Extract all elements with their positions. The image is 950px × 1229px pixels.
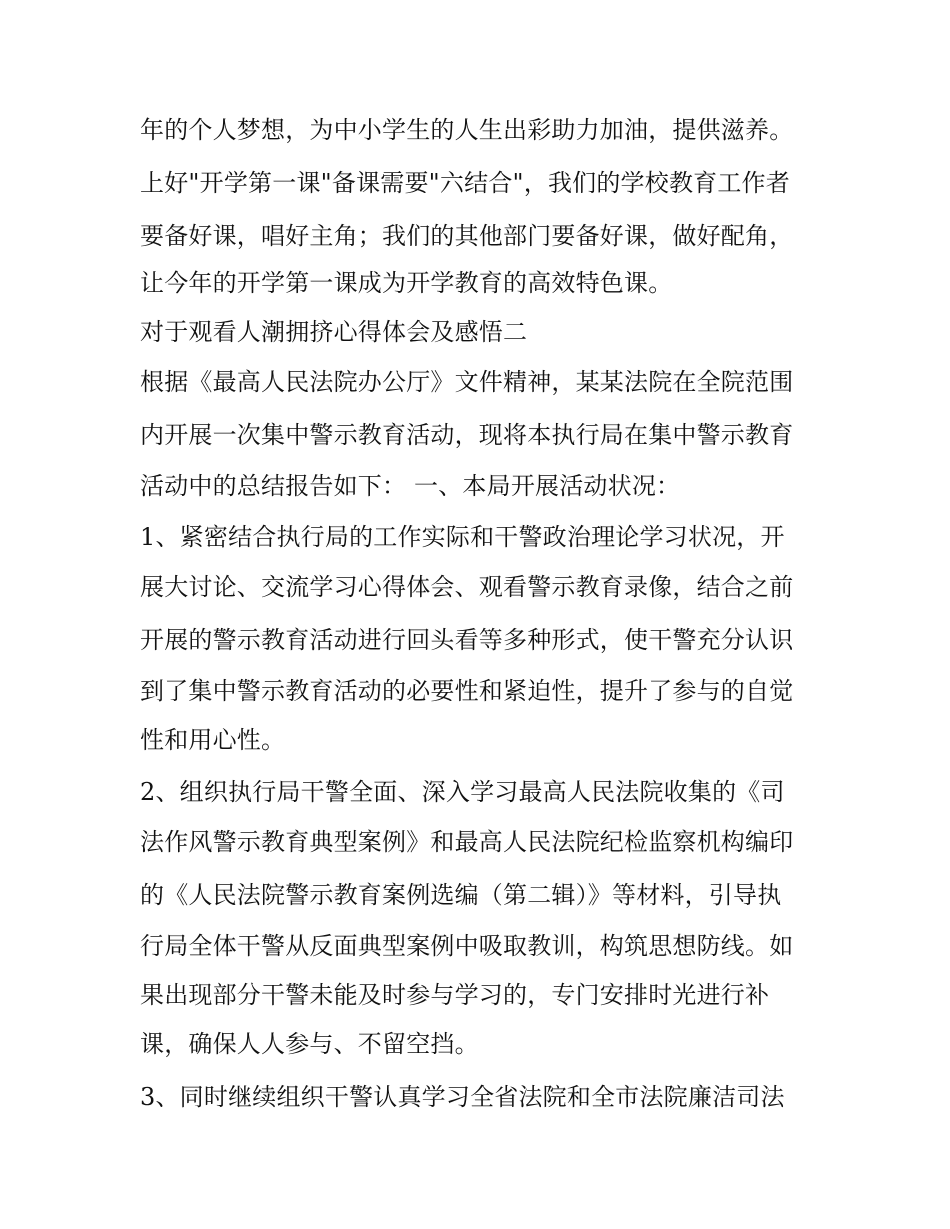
text-line: 3、同时继续组织干警认真学习全省法院和全市法院廉洁司法 bbox=[140, 1083, 785, 1111]
text-line: 行局全体干警从反面典型案例中吸取教训，构筑思想防线。如 bbox=[140, 932, 794, 960]
text-line: 内开展一次集中警示教育活动，现将本执行局在集中警示教育 bbox=[140, 421, 794, 449]
text-line: 到了集中警示教育活动的必要性和紧迫性，提升了参与的自觉 bbox=[140, 677, 794, 705]
text-line: 法作风警示教育典型案例》和最高人民法院纪检监察机构编印 bbox=[140, 828, 794, 856]
text-line: 根据《最高人民法院办公厅》文件精神，某某法院在全院范围 bbox=[140, 368, 794, 396]
text-line: 2、组织执行局干警全面、深入学习最高人民法院收集的《司 bbox=[140, 778, 785, 806]
text-line: 课，确保人人参与、不留空挡。 bbox=[140, 1030, 479, 1058]
text-line: 上好"开学第一课"备课需要"六结合"，我们的学校教育工作者 bbox=[140, 169, 790, 197]
text-line: 的《人民法院警示教育案例选编（第二辑）》等材料，引导执 bbox=[140, 881, 782, 909]
text-line: 活动中的总结报告如下： 一、本局开展活动状况： bbox=[140, 472, 681, 500]
text-line: 1、紧密结合执行局的工作实际和干警政治理论学习状况，开 bbox=[140, 523, 785, 551]
text-line: 开展的警示教育活动进行回头看等多种形式，使干警充分认识 bbox=[140, 626, 794, 654]
text-line: 果出现部分干警未能及时参与学习的，专门安排时光进行补 bbox=[140, 981, 770, 1009]
section-heading: 对于观看人潮拥挤心得体会及感悟二 bbox=[140, 318, 528, 346]
text-line: 要备好课，唱好主角；我们的其他部门要备好课，做好配角， bbox=[140, 222, 794, 250]
text-line: 年的个人梦想，为中小学生的人生出彩助力加油，提供滋养。 bbox=[140, 116, 794, 144]
text-line: 展大讨论、交流学习心得体会、观看警示教育录像，结合之前 bbox=[140, 573, 794, 601]
text-line: 性和用心性。 bbox=[140, 726, 286, 754]
text-line: 让今年的开学第一课成为开学教育的高效特色课。 bbox=[140, 269, 673, 297]
